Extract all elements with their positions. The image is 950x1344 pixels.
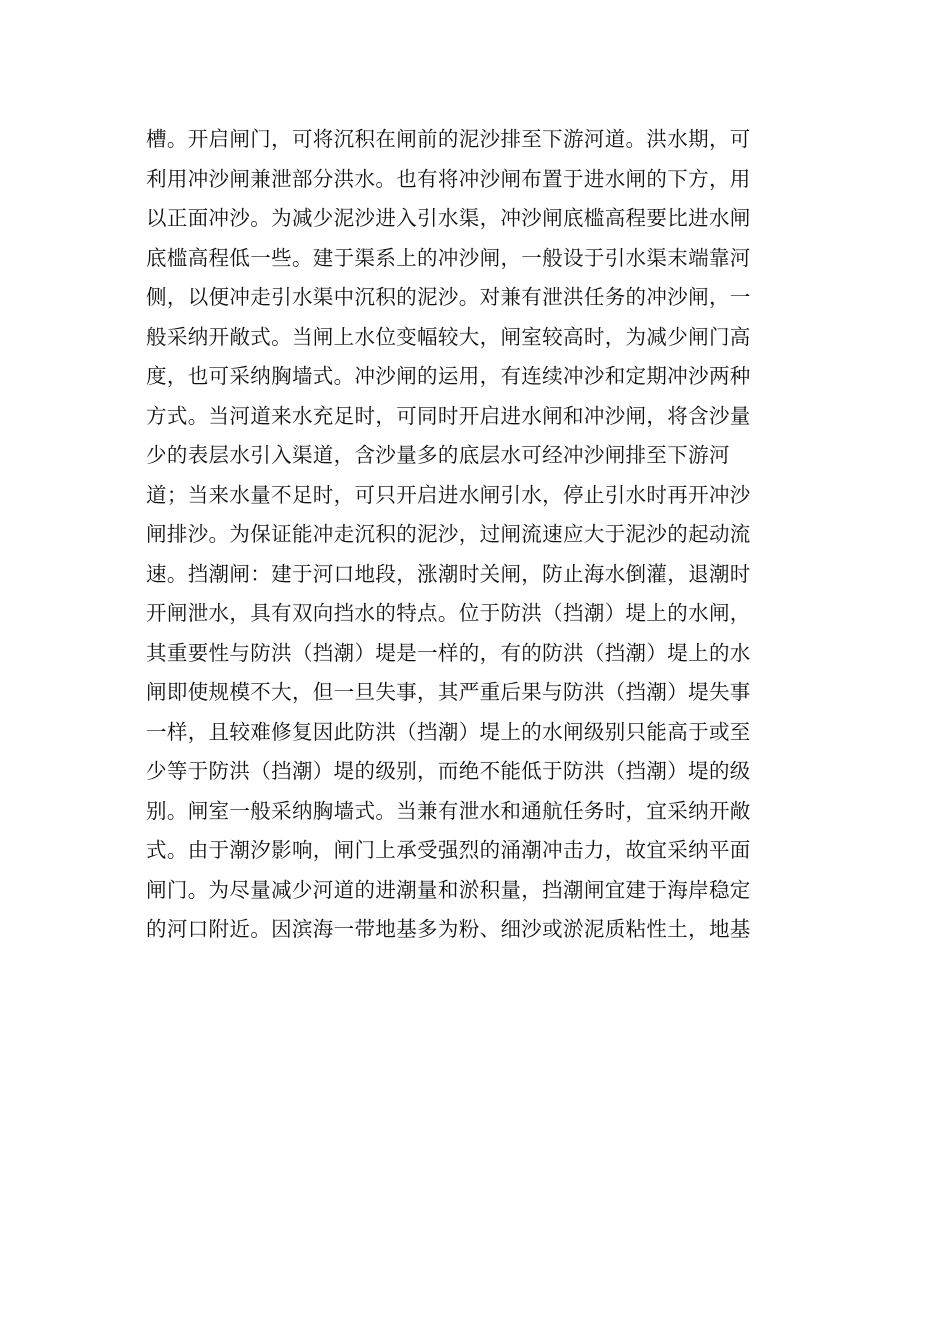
text-line: 以正面冲沙。为减少泥沙进入引水渠，冲沙闸底槛高程要比进水闸 <box>146 206 751 230</box>
text-line: 闸排沙。为保证能冲走沉积的泥沙，过闸流速应大于泥沙的起动流 <box>146 522 751 546</box>
text-line: 其重要性与防洪（挡潮）堤是一样的，有的防洪（挡潮）堤上的水 <box>146 640 751 665</box>
text-line: 度，也可采纳胸墙式。冲沙闸的运用，有连续冲沙和定期冲沙两种 <box>146 364 751 388</box>
text-line: 开闸泄水，具有双向挡水的特点。位于防洪（挡潮）堤上的水闸， <box>146 601 751 625</box>
text-line: 底槛高程低一些。建于渠系上的冲沙闸，一般设于引水渠末端靠河 <box>146 245 751 270</box>
body-paragraph <box>146 120 806 950</box>
text-line: 少的表层水引入渠道，含沙量多的底层水可经冲沙闸排至下游河 <box>146 443 730 467</box>
text-line: 般采纳开敞式。当闸上水位变幅较大，闸室较高时，为减少闸门高 <box>146 324 751 349</box>
text-line: 方式。当河道来水充足时，可同时开启进水闸和冲沙闸，将含沙量 <box>146 403 751 428</box>
text-line: 别。闸室一般采纳胸墙式。当兼有泄水和通航任务时，宜采纳开敞 <box>146 798 751 823</box>
text-line: 闸门。为尽量减少河道的进潮量和淤积量，挡潮闸宜建于海岸稳定 <box>146 877 751 902</box>
text-line: 利用冲沙闸兼泄部分洪水。也有将冲沙闸布置于进水闸的下方，用 <box>146 166 751 191</box>
text-line: 速。挡潮闸：建于河口地段，涨潮时关闸，防止海水倒灌，退潮时 <box>146 561 751 586</box>
text-line: 的河口附近。因滨海一带地基多为粉、细沙或淤泥质粘性土，地基 <box>146 917 751 941</box>
text-line: 侧，以便冲走引水渠中沉积的泥沙。对兼有泄洪任务的冲沙闸，一 <box>146 285 751 309</box>
text-line: 少等于防洪（挡潮）堤的级别，而绝不能低于防洪（挡潮）堤的级 <box>146 759 751 783</box>
text-line: 闸即使规模不大，但一旦失事，其严重后果与防洪（挡潮）堤失事 <box>146 680 751 704</box>
text-line: 一样，且较难修复因此防洪（挡潮）堤上的水闸级别只能高于或至 <box>146 719 751 744</box>
text-line: 式。由于潮汐影响，闸门上承受强烈的涌潮冲击力，故宜采纳平面 <box>146 838 751 862</box>
text-line: 槽。开启闸门，可将沉积在闸前的泥沙排至下游河道。洪水期，可 <box>146 127 751 151</box>
text-line: 道；当来水量不足时，可只开启进水闸引水，停止引水时再开冲沙 <box>146 482 751 507</box>
